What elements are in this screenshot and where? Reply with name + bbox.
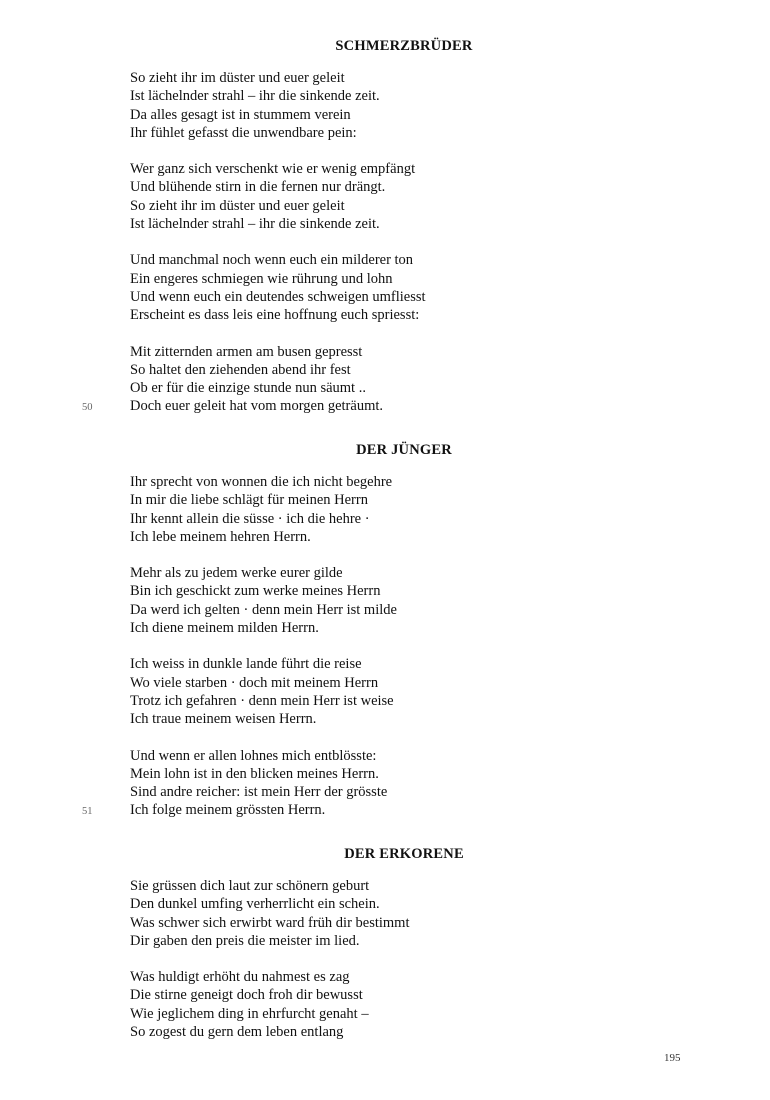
verse-line: So zogest du gern dem leben entlang xyxy=(130,1024,344,1041)
verse-line: Ihr kennt allein die süsse · ich die hehre · xyxy=(130,510,370,527)
page-number: 195 xyxy=(664,1052,681,1064)
verse-line: Ich weiss in dunkle lande führt die reise xyxy=(130,656,362,673)
poem-schmerzbrueder xyxy=(130,69,550,416)
verse-line: Da werd ich gelten · denn mein Herr ist milde xyxy=(130,601,397,618)
verse-line: Den dunkel umfing verherrlicht ein schein. xyxy=(130,896,380,913)
verse-line: Ihr sprecht von wonnen die ich nicht begehre xyxy=(130,474,393,490)
verse-line: So haltet den ziehenden abend ihr fest xyxy=(130,361,351,378)
verse-line: So zieht ihr im düster und euer geleit xyxy=(130,197,345,214)
verse-line: In mir die liebe schlägt für meinen Herrn xyxy=(130,492,368,509)
verse-line: Dir gaben den preis die meister im lied. xyxy=(130,932,360,949)
stanza xyxy=(130,160,550,233)
stanza xyxy=(130,251,550,324)
verse-line: Sie grüssen dich laut zur schönern geburt xyxy=(130,878,370,894)
poem-title-schmerzbrueder: SCHMERZBRÜDER xyxy=(335,38,473,54)
verse-line: Ich diene meinem milden Herrn. xyxy=(130,620,319,637)
verse-line: Da alles gesagt ist in stummem verein xyxy=(130,106,351,123)
verse-line: Doch euer geleit hat vom morgen geträumt. xyxy=(130,398,383,415)
stanza xyxy=(130,655,550,728)
poem-der-juenger xyxy=(130,473,550,820)
verse-line: Was schwer sich erwirbt ward früh dir bestimmt xyxy=(130,914,410,931)
verse-line: Mit zitternden armen am busen gepresst xyxy=(130,343,363,360)
verse-line: Sind andre reicher: ist mein Herr der grösste xyxy=(130,784,388,801)
verse-line: Und wenn euch ein deutendes schweigen umfliesst xyxy=(130,288,426,305)
verse-line: Mehr als zu jedem werke eurer gilde xyxy=(130,565,343,582)
stanza xyxy=(130,877,550,950)
verse-line: Und blühende stirn in die fernen nur drängt. xyxy=(130,179,386,196)
stanza xyxy=(130,343,550,416)
stanza xyxy=(130,69,550,142)
verse-line: Ob er für die einzige stunde nun säumt .. xyxy=(130,380,366,397)
verse-line: Wer ganz sich verschenkt wie er wenig empfängt xyxy=(130,161,416,178)
poem-title-der-juenger: DER JÜNGER xyxy=(356,442,452,458)
verse-line: Ich folge meinem grössten Herrn. xyxy=(130,802,326,819)
poem-der-erkorene xyxy=(130,877,550,1041)
verse-line: Ich traue meinem weisen Herrn. xyxy=(130,711,317,728)
verse-line: So zieht ihr im düster und euer geleit xyxy=(130,70,345,86)
verse-line: Ich lebe meinem hehren Herrn. xyxy=(130,528,311,545)
verse-line: Ist lächelnder strahl – ihr die sinkende zeit. xyxy=(130,216,380,233)
verse-line: Und wenn er allen lohnes mich entblösste: xyxy=(130,747,377,764)
verse-line: Erscheint es dass leis eine hoffnung euch spriesst: xyxy=(130,307,420,324)
verse-line: Die stirne geneigt doch froh dir bewusst xyxy=(130,987,363,1004)
verse-line: Ist lächelnder strahl – ihr die sinkende zeit. xyxy=(130,88,380,105)
verse-line: Mein lohn ist in den blicken meines Herrn. xyxy=(130,765,379,782)
stanza xyxy=(130,968,550,1041)
verse-line: Wo viele starben · doch mit meinem Herrn xyxy=(130,674,379,691)
verse-line: Ein engeres schmiegen wie rührung und lohn xyxy=(130,270,393,287)
verse-line: Trotz ich gefahren · denn mein Herr ist weise xyxy=(130,692,394,709)
verse-line: Und manchmal noch wenn euch ein milderer ton xyxy=(130,252,414,269)
margin-line-number: 50 xyxy=(82,402,93,413)
stanza xyxy=(130,473,550,546)
margin-line-number: 51 xyxy=(82,806,93,817)
verse-line: Was huldigt erhöht du nahmest es zag xyxy=(130,969,350,986)
verse-line: Bin ich geschickt zum werke meines Herrn xyxy=(130,583,381,600)
stanza xyxy=(130,564,550,637)
verse-line: Ihr fühlet gefasst die unwendbare pein: xyxy=(130,124,357,141)
stanza xyxy=(130,747,550,820)
verse-line: Wie jeglichem ding in ehrfurcht genaht – xyxy=(130,1005,369,1022)
poem-title-der-erkorene: DER ERKORENE xyxy=(344,846,464,862)
